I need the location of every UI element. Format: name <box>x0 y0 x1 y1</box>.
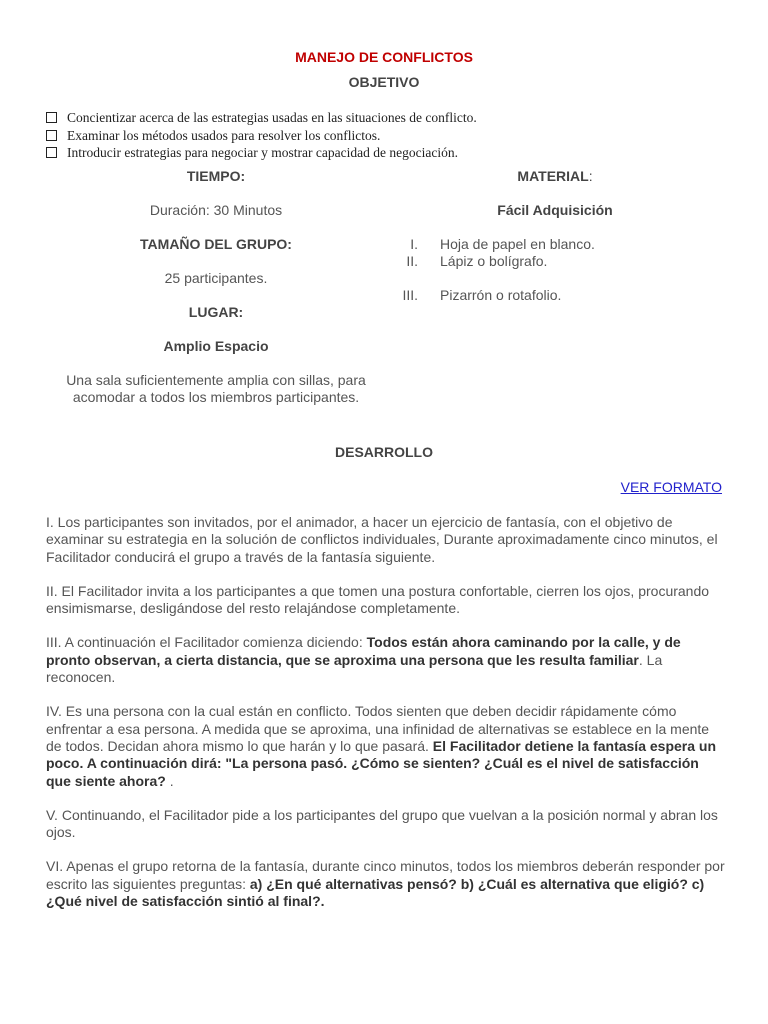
material-label: MATERIAL <box>517 168 589 184</box>
tiempo-heading: TIEMPO: <box>186 168 246 184</box>
details-column <box>46 168 386 406</box>
objective-heading: OBJETIVO <box>348 74 420 90</box>
material-column <box>390 168 720 304</box>
paragraph-4 <box>46 703 726 789</box>
desarrollo-heading: DESARROLLO <box>335 444 433 460</box>
paragraph-2: II. El Facilitador invita a los participantes a que tomen una postura confortable, cierren los ojos, procurando ensimismarse, desligándose del resto relajándose completamente. <box>46 582 710 617</box>
material-text: Lápiz o bolígrafo. <box>440 253 548 269</box>
paragraph-6 <box>46 858 726 910</box>
paragraph-4-intro: IV. Es una persona con la cual están en conflicto. Todos sienten que deben decidir rápidamente cómo enfrentar a esa persona. A medida que se aproxima, una infinidad de alternativas se establece en la mente de todos. Decidan ahora mismo lo que harán y lo que pasará. <box>46 703 710 754</box>
espacio-text: Amplio Espacio <box>163 338 269 354</box>
objective-text: Introducir estrategias para negociar y mostrar capacidad de negociación. <box>67 145 458 160</box>
objective-text: Examinar los métodos usados para resolver los conflictos. <box>67 127 381 143</box>
material-heading <box>390 168 720 184</box>
lugar-heading: LUGAR: <box>188 304 244 320</box>
paragraph-6-intro: VI. Apenas el grupo retorna de la fantasía, durante cinco minutos, todos los miembros deberán responder por escrito las siguientes preguntas: <box>46 858 725 892</box>
objectives-list <box>46 109 726 162</box>
ver-formato-link[interactable]: VER FORMATO <box>620 479 722 495</box>
material-list <box>390 236 720 304</box>
objective-item <box>46 109 726 127</box>
objective-text: Concientizar acerca de las estrategias usadas en las situaciones de conflicto. <box>67 110 477 125</box>
material-text: Hoja de papel en blanco. <box>440 236 595 252</box>
paragraph-3 <box>46 634 726 686</box>
material-item <box>390 253 720 287</box>
participantes-text: 25 participantes. <box>164 270 268 286</box>
checkbox-icon <box>46 112 57 123</box>
adquisicion-text: Fácil Adquisición <box>497 202 613 218</box>
desarrollo-body <box>46 514 726 927</box>
paragraph-4-end: . <box>165 772 174 789</box>
paragraph-3-end: . La reconocen. <box>46 651 663 686</box>
material-number: I. <box>410 236 418 252</box>
material-item <box>390 287 720 304</box>
paragraph-5: V. Continuando, el Facilitador pide a los participantes del grupo que vuelvan a la posición normal y abran los ojos. <box>46 806 718 841</box>
material-number: II. <box>406 253 418 269</box>
duracion-text: Duración: 30 Minutos <box>149 202 283 218</box>
paragraph-3-intro: III. A continuación el Facilitador comienza diciendo: <box>46 634 367 651</box>
material-number: III. <box>402 287 418 303</box>
sala-text: Una sala suficientemente amplia con sillas, para acomodar a todos los miembros participantes. <box>66 372 366 405</box>
material-text: Pizarrón o rotafolio. <box>440 287 562 303</box>
paragraph-6-bold: a) ¿En qué alternativas pensó? b) ¿Cuál es alternativa que eligió? c) ¿Qué nivel de satisfacción sintió al final?. <box>46 875 705 910</box>
material-colon: : <box>588 168 593 184</box>
document-title: MANEJO DE CONFLICTOS <box>295 49 473 65</box>
checkbox-icon <box>46 147 57 158</box>
paragraph-1: I. Los participantes son invitados, por el animador, a hacer un ejercicio de fantasía, con el objetivo de examinar su estrategia en la solución de conflictos individuales, Durante aproximadamente cinco minutos, el Facilitador conducirá el grupo a través de la fantasía siguiente. <box>46 514 718 565</box>
paragraph-3-bold: Todos están ahora caminando por la calle, y de pronto observan, a cierta distancia, que se aproxima una persona que les resulta familiar <box>46 634 681 668</box>
paragraph-4-bold: El Facilitador detiene la fantasía espera un poco. A continuación dirá: "La persona pasó. ¿Cómo se sienten? ¿Cuál es el nivel de satisfacción que siente ahora? <box>46 737 717 789</box>
grupo-heading: TAMAÑO DEL GRUPO: <box>140 236 292 252</box>
checkbox-icon <box>46 130 57 141</box>
material-item <box>390 236 720 253</box>
objective-item <box>46 144 726 162</box>
objective-item <box>46 127 726 145</box>
